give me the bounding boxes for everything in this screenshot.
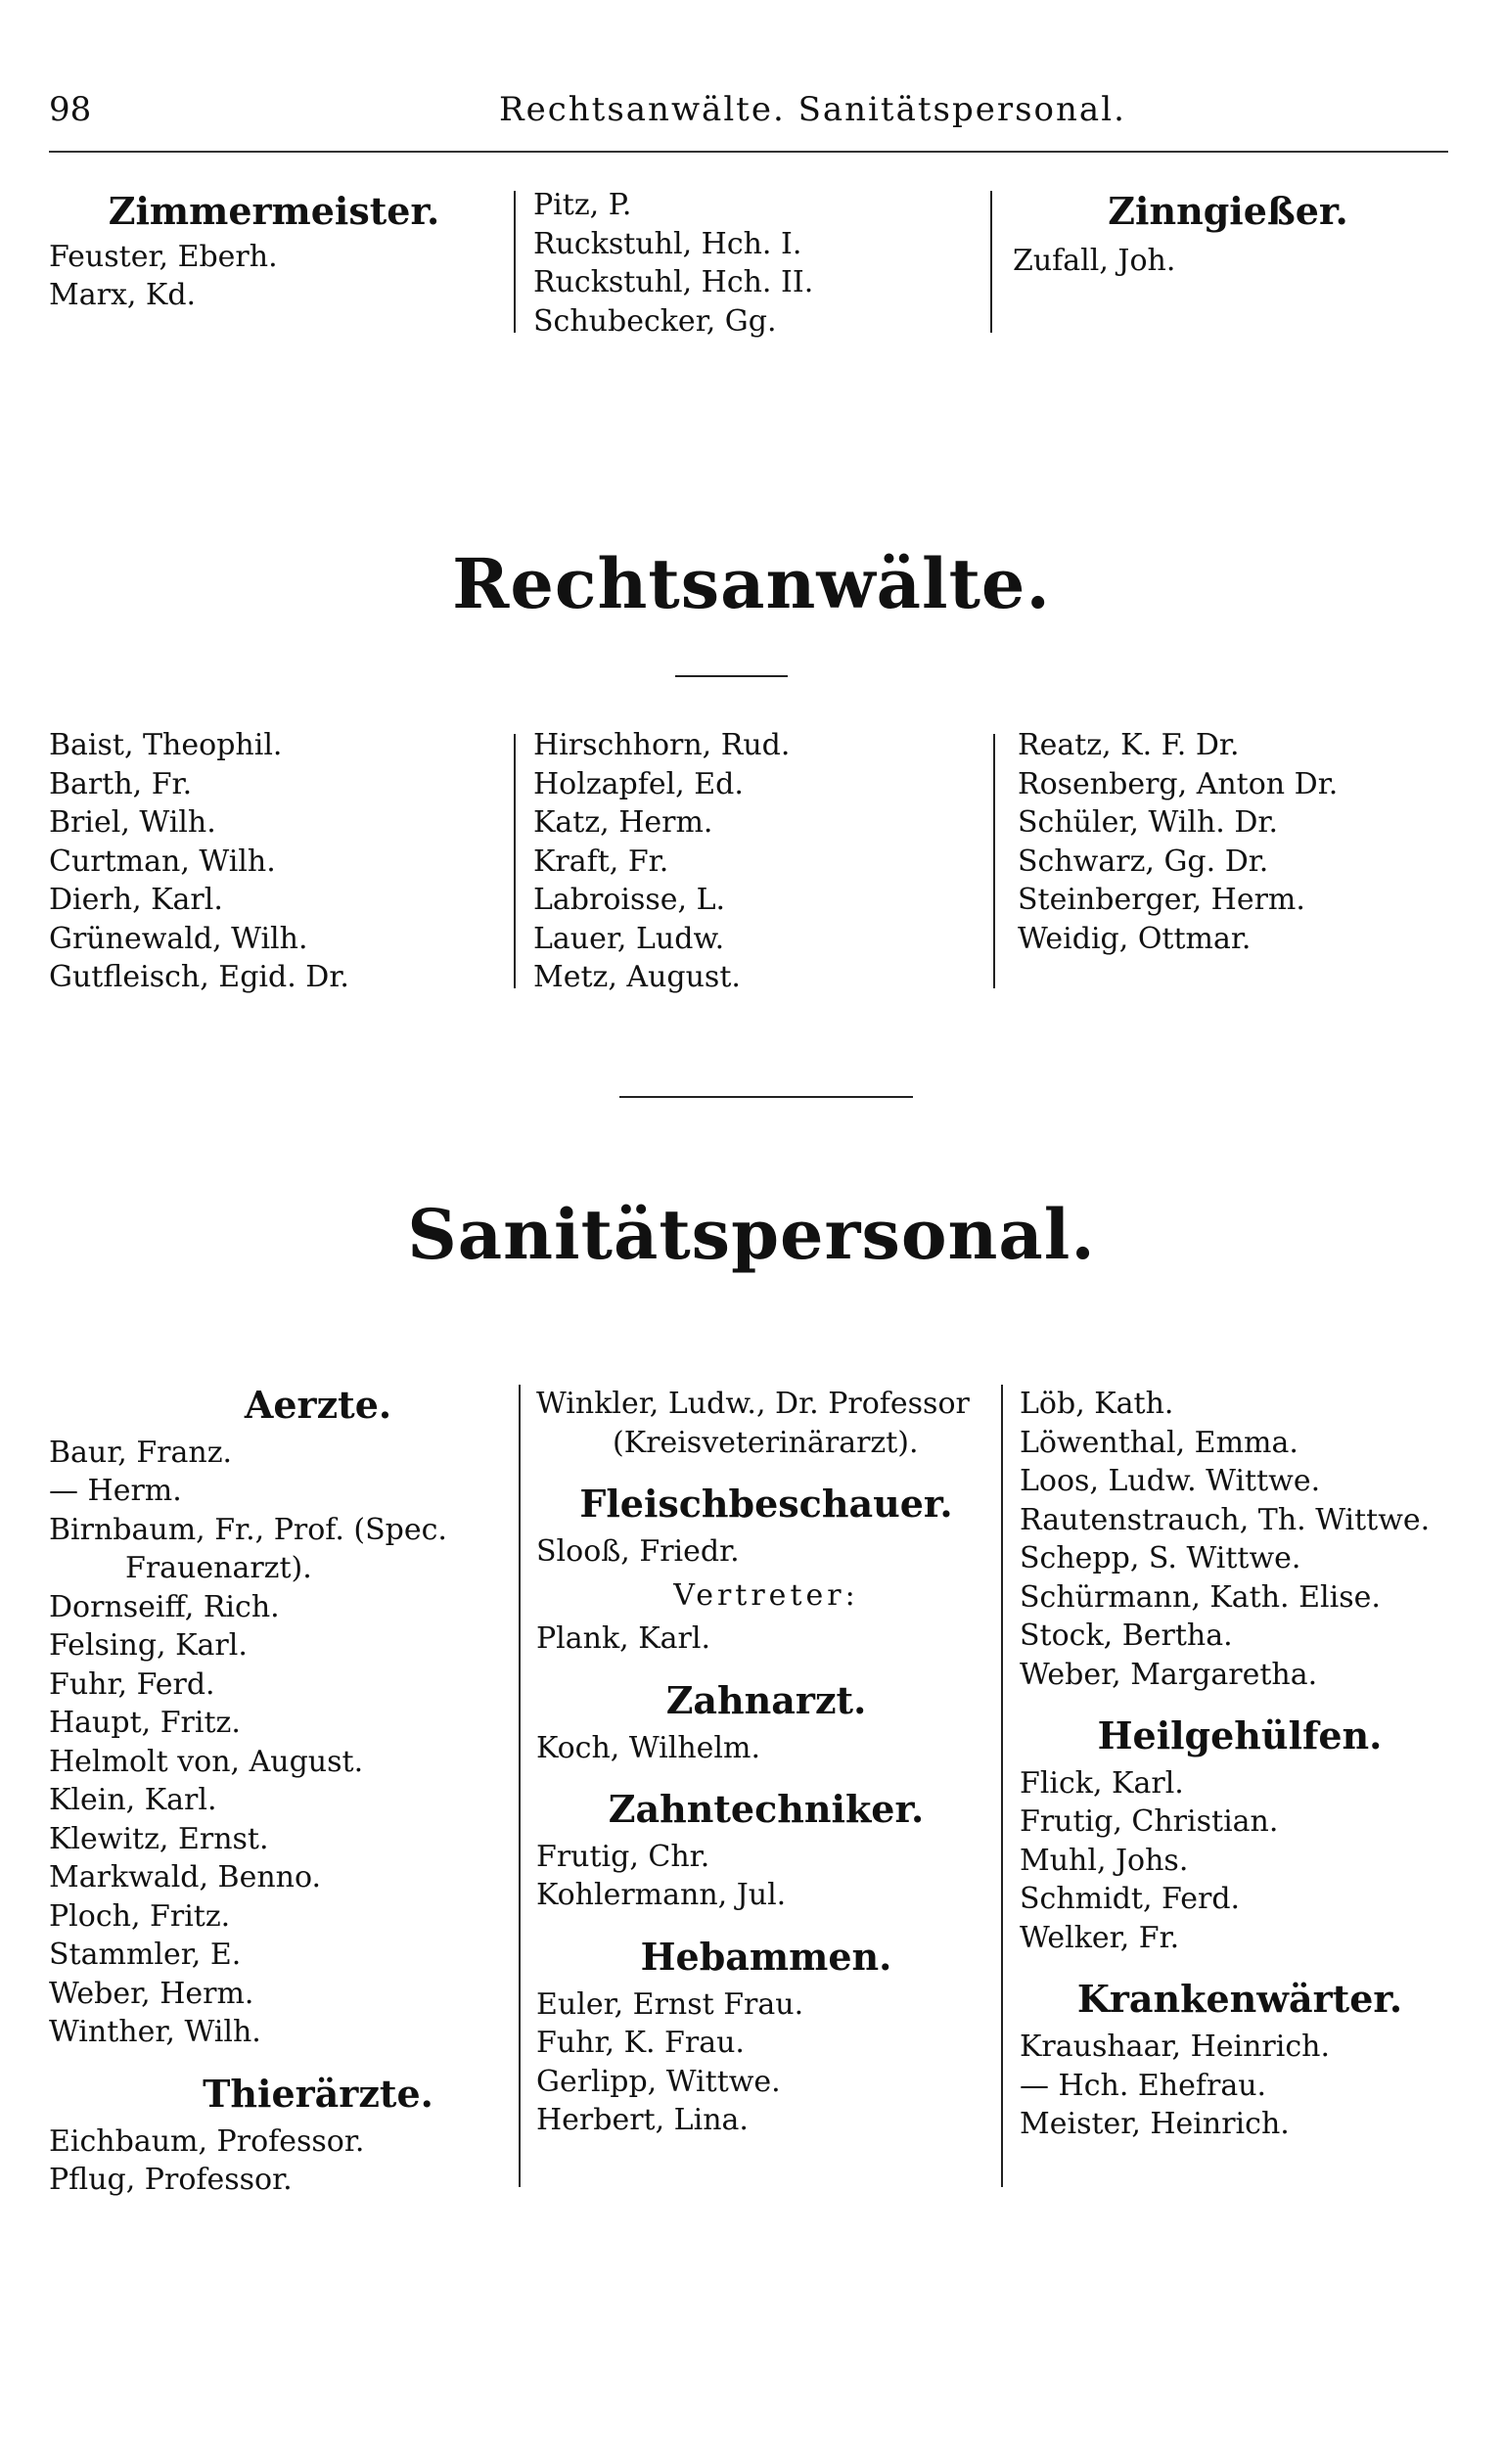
list-item: Metz, August.	[533, 960, 741, 994]
sanitaet-col-1	[49, 1385, 509, 2200]
list-item: Kraushaar, Heinrich.	[1020, 2030, 1330, 2065]
list-item: Lauer, Ludw.	[533, 921, 725, 956]
top-col1-list	[49, 238, 499, 315]
list-item: Felsing, Karl.	[49, 1628, 248, 1664]
ra-col1-list	[49, 726, 499, 997]
list-item: Gutfleisch, Egid. Dr.	[49, 960, 349, 994]
heading-sanitaetspersonal: Sanitätspersonal.	[407, 1194, 1096, 1275]
list-item: Fuhr, K. Frau.	[536, 2026, 745, 2061]
heading-zahnarzt: Zahnarzt.	[665, 1677, 867, 1722]
heilgehuelfen-list	[1020, 1764, 1460, 1958]
list-item: Frutig, Christian.	[1020, 1804, 1279, 1840]
list-item: Meister, Heinrich.	[1020, 2107, 1290, 2142]
list-item: Feuster, Eberh.	[49, 239, 278, 274]
top-col3-list	[1013, 242, 1443, 281]
heading-heilgehuelfen: Heilgehülfen.	[1097, 1713, 1383, 1757]
list-item: Schwarz, Gg. Dr.	[1018, 844, 1269, 879]
list-item: Muhl, Johs.	[1020, 1843, 1189, 1878]
list-item: Kohlermann, Jul.	[536, 1878, 787, 1913]
list-item: Winkler, Ludw., Dr. Professor	[536, 1387, 970, 1421]
list-item: Haupt, Fritz.	[49, 1706, 241, 1741]
list-item: Markwald, Benno.	[49, 1860, 322, 1895]
list-item: Rosenberg, Anton Dr.	[1018, 766, 1339, 801]
list-item: Hirschhorn, Rud.	[533, 728, 791, 762]
list-item: Plank, Karl.	[536, 1621, 711, 1657]
list-item: Löwenthal, Emma.	[1020, 1425, 1298, 1460]
vertreter-label: Vertreter:	[673, 1578, 859, 1614]
list-item: Katz, Herm.	[533, 805, 713, 840]
running-title: Rechtsanwälte. Sanitätspersonal.	[499, 90, 1126, 129]
column-divider	[1001, 1385, 1003, 2187]
list-item: Ploch, Fritz.	[49, 1898, 231, 1934]
top-col-2	[533, 186, 983, 341]
list-item: Weber, Margaretha.	[1020, 1657, 1318, 1692]
list-item: Winther, Wilh.	[49, 2015, 261, 2050]
list-item: Eichbaum, Professor.	[49, 2123, 365, 2159]
heading-fleischbeschauer: Fleischbeschauer.	[579, 1482, 953, 1526]
list-item: Briel, Wilh.	[49, 805, 216, 840]
zahntechniker-list	[536, 1838, 996, 1915]
list-item: Klewitz, Ernst.	[49, 1821, 269, 1856]
list-item: Euler, Ernst Frau.	[536, 1986, 804, 2022]
column-divider	[993, 734, 995, 988]
list-item: Marx, Kd.	[49, 278, 197, 313]
aerzte-list	[49, 1434, 509, 2052]
list-item: Fuhr, Ferd.	[49, 1666, 215, 1702]
list-item: Ruckstuhl, Hch. I.	[533, 226, 802, 261]
zahnarzt-list	[536, 1729, 996, 1768]
list-item: Helmolt von, August.	[49, 1744, 364, 1779]
list-item: Curtman, Wilh.	[49, 844, 276, 879]
heading-zinngiesser: Zinngießer.	[1108, 189, 1348, 233]
heading-hebammen: Hebammen.	[640, 1934, 892, 1979]
list-item: Weber, Herm.	[49, 1976, 254, 2011]
heading-rechtsanwaelte: Rechtsanwälte.	[452, 543, 1051, 624]
list-item: Baist, Theophil.	[49, 728, 283, 762]
heading-thieraerzte: Thierärzte.	[203, 2071, 433, 2116]
list-item: Schürmann, Kath. Elise.	[1020, 1579, 1381, 1615]
heading-krankenwaerter: Krankenwärter.	[1076, 1977, 1403, 2022]
hebammen-list	[536, 1985, 996, 2140]
list-item: Reatz, K. F. Dr.	[1018, 728, 1240, 762]
top-col-3	[1013, 191, 1443, 280]
rechtsanwaelte-col-1	[49, 726, 499, 997]
rechtsanwaelte-col-3	[1018, 726, 1448, 958]
list-item: Schepp, S. Wittwe.	[1020, 1541, 1301, 1575]
list-item: Pitz, P.	[533, 188, 632, 222]
list-item: Dierh, Karl.	[49, 883, 223, 917]
thieraerzte-list	[49, 2122, 509, 2200]
list-item: Kraft, Fr.	[533, 844, 669, 879]
list-item: Ruckstuhl, Hch. II.	[533, 265, 814, 299]
list-item: Pflug, Professor.	[49, 2163, 293, 2198]
list-item: — Hch. Ehefrau.	[1020, 2068, 1267, 2103]
list-item: (Kreisveterinärarzt).	[613, 1425, 919, 1460]
column-divider	[990, 191, 992, 333]
heading-zimmermeister: Zimmermeister.	[108, 189, 440, 233]
section-rule	[619, 1096, 913, 1098]
sanitaet-col-3	[1020, 1385, 1460, 2144]
list-item: Birnbaum, Fr., Prof. (Spec.	[49, 1512, 447, 1547]
list-item: Slooß, Friedr.	[536, 1533, 740, 1569]
header-rule	[49, 151, 1448, 153]
ra-col2-list	[533, 726, 983, 997]
list-item: Herbert, Lina.	[536, 2103, 749, 2138]
list-item: Flick, Karl.	[1020, 1765, 1184, 1801]
list-item: Dornseiff, Rich.	[49, 1589, 280, 1624]
page-number: 98	[49, 90, 92, 129]
column-divider	[519, 1385, 521, 2187]
list-item: Schüler, Wilh. Dr.	[1018, 805, 1278, 840]
section-rule	[675, 675, 788, 677]
list-item: Welker, Fr.	[1020, 1920, 1180, 1955]
list-item: Grünewald, Wilh.	[49, 921, 308, 956]
sanitaet-col-2	[536, 1385, 996, 2140]
list-item: Gerlipp, Wittwe.	[536, 2064, 781, 2099]
top-col-1	[49, 191, 499, 315]
veterinarian-entry	[536, 1385, 996, 1462]
list-item: Loos, Ludw. Wittwe.	[1020, 1464, 1321, 1498]
list-item: Frauenarzt).	[125, 1551, 312, 1586]
column-divider	[514, 191, 516, 333]
sanitaet-col3-list	[1020, 1385, 1460, 1694]
list-item: Stammler, E.	[49, 1938, 242, 1973]
list-item: — Herm.	[49, 1474, 182, 1509]
running-header	[49, 90, 1448, 149]
list-item: Klein, Karl.	[49, 1783, 217, 1818]
rechtsanwaelte-col-2	[533, 726, 983, 997]
ra-col3-list	[1018, 726, 1448, 958]
krankenwaerter-list	[1020, 2028, 1460, 2144]
vertreter-list	[536, 1620, 996, 1659]
heading-zahntechniker: Zahntechniker.	[608, 1787, 925, 1832]
list-item: Barth, Fr.	[49, 766, 193, 801]
list-item: Baur, Franz.	[49, 1435, 233, 1470]
heading-aerzte: Aerzte.	[244, 1383, 392, 1427]
list-item: Löb, Kath.	[1020, 1387, 1174, 1421]
list-item: Labroisse, L.	[533, 883, 726, 917]
list-item: Zufall, Joh.	[1013, 243, 1176, 278]
list-item: Steinberger, Herm.	[1018, 883, 1305, 917]
list-item: Rautenstrauch, Th. Wittwe.	[1020, 1502, 1431, 1537]
list-item: Stock, Bertha.	[1020, 1619, 1233, 1653]
list-item: Schmidt, Ferd.	[1020, 1882, 1241, 1917]
list-item: Weidig, Ottmar.	[1018, 921, 1252, 956]
fleischbeschauer-list	[536, 1532, 996, 1572]
column-divider	[514, 734, 516, 988]
list-item: Frutig, Chr.	[536, 1839, 710, 1874]
top-col2-list	[533, 186, 983, 341]
list-item: Schubecker, Gg.	[533, 303, 777, 339]
list-item: Koch, Wilhelm.	[536, 1730, 761, 1765]
list-item: Holzapfel, Ed.	[533, 766, 744, 801]
